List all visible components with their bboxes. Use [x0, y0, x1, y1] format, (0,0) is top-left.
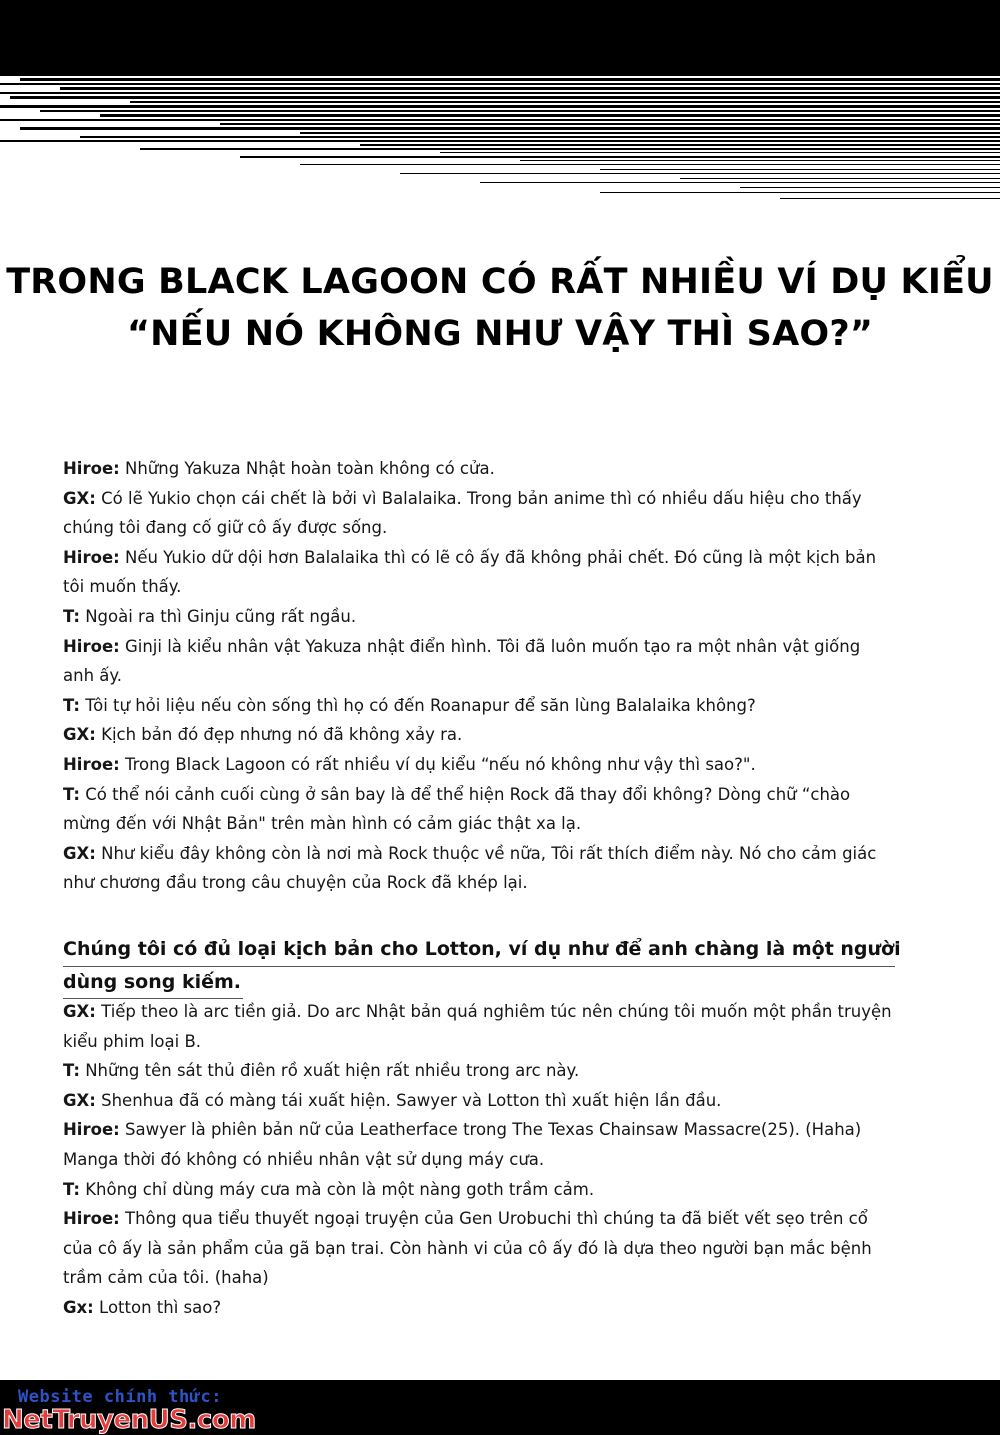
speaker-label: T:: [63, 1179, 80, 1199]
dialogue-line: [63, 720, 948, 750]
dialogue-line: [63, 691, 948, 721]
dialogue-text: Tiếp theo là arc tiền giả. Do arc Nhật bản quá nghiêm túc nên chúng tôi muốn một phần truyện: [101, 1002, 892, 1021]
speaker-label: GX:: [63, 1002, 96, 1021]
top-black-band: [0, 0, 1000, 72]
dialogue-line-continued: [63, 1263, 948, 1293]
dialogue-line: [63, 1056, 948, 1086]
speed-line: [520, 160, 1000, 161]
speaker-label: Hiroe:: [63, 547, 120, 567]
speaker-label: Hiroe:: [63, 754, 120, 774]
speed-line: [740, 187, 1000, 188]
speed-lines-decoration: [0, 72, 1000, 204]
speaker-label: T:: [63, 695, 80, 715]
speed-line: [60, 87, 1000, 90]
dialogue-text: Như kiểu đây không còn là nơi mà Rock thuộc về nữa, Tôi rất thích điểm này. Nó cho cảm giác: [101, 843, 877, 863]
speaker-label: Hiroe:: [63, 459, 120, 478]
watermark-logo[interactable]: NetTruyenUS.com: [2, 1405, 256, 1435]
subheading-line-1: Chúng tôi có đủ loại kịch bản cho Lotton, ví dụ như để anh chàng là một người: [63, 934, 895, 967]
dialogue-line: [63, 602, 948, 632]
dialogue-line-continued: [63, 1145, 948, 1175]
dialogue-text: Trong Black Lagoon có rất nhiều ví dụ kiểu “nếu nó không như vậy thì sao?".: [124, 754, 756, 774]
speed-line: [20, 78, 1000, 81]
speed-line: [400, 173, 1000, 174]
dialogue-text: anh ấy.: [63, 666, 123, 686]
dialogue-line: [63, 780, 948, 810]
dialogue-line: [63, 1115, 948, 1145]
speed-line: [0, 140, 1000, 142]
dialogue-text: mừng đến với Nhật Bản" trên màn hình có cảm giác thật xa lạ.: [63, 814, 582, 834]
speed-line: [0, 92, 1000, 94]
page-title: [0, 256, 1000, 360]
interview-section-1: [63, 454, 948, 898]
speed-line: [10, 96, 1000, 99]
dialogue-line: [63, 1086, 948, 1116]
speed-line: [100, 114, 1000, 117]
dialogue-line: [63, 454, 948, 484]
speaker-label: Hiroe:: [63, 636, 120, 656]
dialogue-line: [63, 1293, 948, 1323]
dialogue-text: như chương đầu trong câu chuyện của Rock đã khép lại.: [63, 873, 528, 893]
dialogue-text: Kịch bản đó đẹp nhưng nó đã không xảy ra.: [101, 725, 463, 745]
interview-section-2: [63, 997, 948, 1323]
speaker-label: GX:: [63, 843, 96, 863]
dialogue-line: [63, 750, 948, 780]
dialogue-line: [63, 839, 948, 869]
dialogue-text: Manga thời đó không có nhiều nhân vật sử dụng máy cưa.: [63, 1149, 545, 1169]
dialogue-line: [63, 1204, 948, 1234]
dialogue-text: Tôi tự hỏi liệu nếu còn sống thì họ có đến Roanapur để săn lùng Balalaika không?: [85, 695, 756, 715]
dialogue-text: trầm cảm của tôi. (haha): [63, 1268, 269, 1288]
speed-line: [80, 136, 1000, 138]
dialogue-text: chúng tôi đang cố giữ cô ấy được sống.: [63, 518, 388, 538]
dialogue-line-continued: [63, 1234, 948, 1264]
speaker-label: GX:: [63, 1090, 96, 1110]
dialogue-line: [63, 997, 948, 1027]
speaker-label: GX:: [63, 725, 96, 745]
speaker-label: GX:: [63, 488, 96, 508]
dialogue-text: Lotton thì sao?: [99, 1297, 222, 1317]
subheading-line-2: dùng song kiếm.: [63, 967, 243, 1000]
speaker-label: T:: [63, 784, 80, 804]
dialogue-line-continued: [63, 513, 948, 543]
speed-line: [0, 119, 1000, 121]
dialogue-text: Sawyer là phiên bản nữ của Leatherface trong The Texas Chainsaw Massacre(25). (Haha): [124, 1120, 862, 1140]
speed-line: [780, 198, 1000, 199]
dialogue-text: Những Yakuza Nhật hoàn toàn không có cửa.: [124, 459, 495, 478]
dialogue-text: của cô ấy là sản phẩm của gã bạn trai. Còn hành vi của cô ấy đó là dựa theo người bạn mắc bệnh: [63, 1238, 872, 1258]
dialogue-line-continued: [63, 661, 948, 691]
speed-line: [480, 182, 1000, 183]
dialogue-text: Ngoài ra thì Ginju cũng rất ngầu.: [85, 606, 357, 626]
watermark-caption: Website chính thức:: [18, 1387, 222, 1407]
speaker-label: Hiroe:: [63, 1120, 120, 1140]
speed-line: [680, 178, 1000, 179]
speaker-label: Gx:: [63, 1297, 94, 1317]
dialogue-text: Thông qua tiểu thuyết ngoại truyện của Gen Urobuchi thì chúng ta đã biết vết sẹo trên cổ: [124, 1209, 868, 1229]
speed-line: [0, 72, 1000, 76]
speed-line: [220, 123, 1000, 125]
speed-line: [440, 152, 1000, 153]
dialogue-text: Ginji là kiểu nhân vật Yakuza nhật điển hình. Tôi đã luôn muốn tạo ra một nhân vật giống: [124, 636, 861, 656]
speaker-label: T:: [63, 1061, 80, 1081]
speed-line: [300, 164, 1000, 165]
dialogue-text: Những tên sát thủ điên rồ xuất hiện rất nhiều trong arc này.: [85, 1061, 580, 1081]
speaker-label: Hiroe:: [63, 1209, 120, 1229]
dialogue-text: kiểu phim loại B.: [63, 1031, 202, 1051]
dialogue-line-continued: [63, 572, 948, 602]
speed-line: [140, 148, 1000, 150]
dialogue-text: Có thể nói cảnh cuối cùng ở sân bay là để thể hiện Rock đã thay đổi không? Dòng chữ “chào: [85, 784, 851, 804]
speed-line: [130, 101, 1000, 103]
speed-line: [300, 132, 1000, 134]
speed-line: [20, 127, 1000, 130]
speed-line: [600, 169, 1000, 170]
dialogue-line-continued: [63, 868, 948, 898]
dialogue-line-continued: [63, 809, 948, 839]
title-line-1: TRONG BLACK LAGOON CÓ RẤT NHIỀU VÍ DỤ KIỂU: [6, 262, 994, 302]
dialogue-text: Không chỉ dùng máy cưa mà còn là một nàng goth trầm cảm.: [85, 1179, 595, 1199]
dialogue-line-continued: [63, 1027, 948, 1057]
dialogue-line: [63, 1175, 948, 1205]
dialogue-text: Có lẽ Yukio chọn cái chết là bởi vì Balalaika. Trong bản anime thì có nhiều dấu hiệu cho thấy: [101, 488, 862, 508]
speaker-label: T:: [63, 606, 80, 626]
dialogue-line: [63, 484, 948, 514]
speed-line: [0, 105, 1000, 108]
dialogue-line: [63, 543, 948, 573]
dialogue-text: tôi muốn thấy.: [63, 577, 182, 597]
dialogue-text: Nếu Yukio dữ dội hơn Balalaika thì có lẽ cô ấy đã không phải chết. Đó cũng là một kịch bản: [124, 547, 877, 567]
section-subheading: [63, 934, 903, 999]
dialogue-text: Shenhua đã có màng tái xuất hiện. Sawyer và Lotton thì xuất hiện lần đầu.: [101, 1090, 722, 1110]
dialogue-line: [63, 632, 948, 662]
title-line-2: “NẾU NÓ KHÔNG NHƯ VẬY THÌ SAO?”: [126, 314, 874, 354]
speed-line: [0, 83, 1000, 85]
speed-line: [600, 192, 1000, 193]
speed-line: [240, 156, 1000, 158]
speed-line: [360, 144, 1000, 146]
speed-line: [40, 110, 1000, 112]
